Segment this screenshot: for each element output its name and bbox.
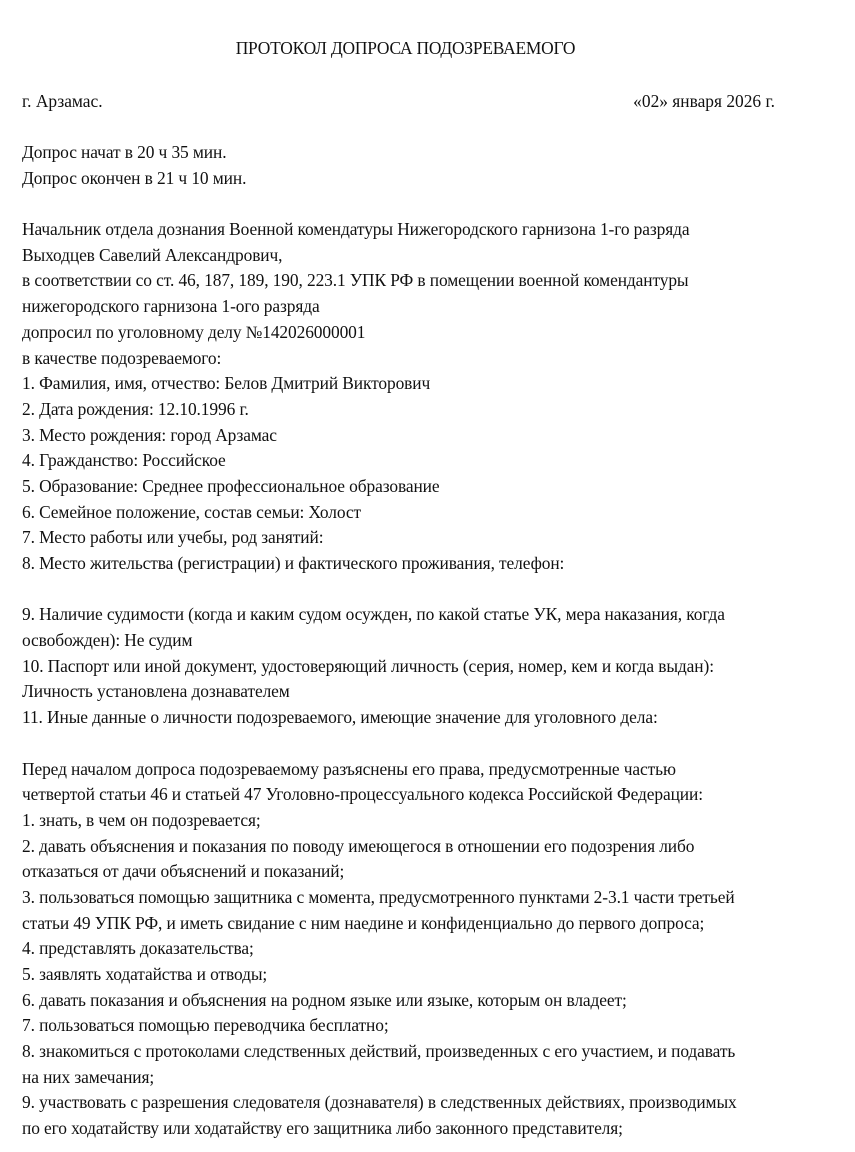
suspect-field: 4. Гражданство: Российское — [22, 450, 226, 471]
interrogator-section — [22, 217, 834, 371]
interrogator-line: Выходцев Савелий Александрович, — [22, 244, 283, 265]
rights-intro-line: четвертой статьи 46 и статьей 47 Уголовно-процессуального кодекса Российской Федерации: — [22, 784, 703, 805]
rights-item: 1. знать, в чем он подозревается; — [22, 809, 261, 830]
suspect-field: 3. Место рождения: город Арзамас — [22, 424, 277, 445]
rights-item: по его ходатайству или ходатайству его защитника либо законного представителя; — [22, 1118, 623, 1139]
suspect-field: 9. Наличие судимости (когда и каким судом осужден, по какой статье УК, мера наказания, когда — [22, 604, 725, 625]
rights-intro-line: Перед началом допроса подозреваемому разъяснены его права, предусмотренные частью — [22, 758, 676, 779]
suspect-field: 7. Место работы или учебы, род занятий: — [22, 527, 324, 548]
rights-item: на них замечания; — [22, 1066, 155, 1087]
rights-intro — [22, 757, 834, 808]
interrogator-line: Начальник отдела дознания Военной комендатуры Нижегородского гарнизона 1-го разряда — [22, 219, 690, 240]
suspect-field: 5. Образование: Среднее профессиональное образование — [22, 475, 440, 496]
rights-item: 8. знакомиться с протоколами следственных действий, произведенных с его участием, и подавать — [22, 1041, 736, 1062]
suspect-field: Личность установлена дознавателем — [22, 681, 290, 702]
document-body — [22, 140, 834, 1142]
rights-item: 6. давать показания и объяснения на родном языке или языке, которым он владеет; — [22, 989, 627, 1010]
rights-list — [22, 808, 834, 1142]
interrogator-line: в качестве подозреваемого: — [22, 347, 222, 368]
rights-item: 7. пользоваться помощью переводчика бесплатно; — [22, 1015, 389, 1036]
suspect-fields-continued — [22, 602, 834, 730]
suspect-field: 6. Семейное положение, состав семьи: Холост — [22, 501, 361, 522]
rights-item: 9. участвовать с разрешения следователя (дознавателя) в следственных действиях, производимых — [22, 1092, 737, 1113]
document-title: ПРОТОКОЛ ДОПРОСА ПОДОЗРЕВАЕМОГО — [235, 38, 576, 58]
suspect-field: освобожден): Не судим — [22, 630, 193, 651]
end-time: Допрос окончен в 21 ч 10 мин. — [22, 167, 247, 188]
suspect-field: 11. Иные данные о личности подозреваемого, имеющие значение для уголовного дела: — [22, 707, 658, 728]
suspect-field: 1. Фамилия, имя, отчество: Белов Дмитрий Викторович — [22, 373, 431, 394]
rights-item: 4. представлять доказательства; — [22, 938, 254, 959]
rights-item: 3. пользоваться помощью защитника с момента, предусмотренного пунктами 2-3.1 части третьей — [22, 886, 735, 907]
interrogator-line: допросил по уголовному делу №142026000001 — [22, 321, 366, 342]
rights-item: статьи 49 УПК РФ, и иметь свидание с ним наедине и конфиденциально до первого допроса; — [22, 912, 705, 933]
spacer — [22, 191, 834, 217]
spacer — [22, 731, 834, 757]
city: г. Арзамас. — [22, 91, 103, 111]
suspect-field: 2. Дата рождения: 12.10.1996 г. — [22, 398, 249, 419]
suspect-fields — [22, 371, 834, 577]
interrogator-line: в соответствии со ст. 46, 187, 189, 190, 223.1 УПК РФ в помещении военной комендантуры — [22, 270, 689, 291]
spacer — [22, 577, 834, 603]
rights-item: отказаться от дачи объяснений и показаний; — [22, 861, 345, 882]
suspect-field: 8. Место жительства (регистрации) и фактического проживания, телефон: — [22, 553, 565, 573]
suspect-field: 10. Паспорт или иной документ, удостоверяющий личность (серия, номер, кем и когда выдан): — [22, 655, 714, 676]
rights-item: 5. заявлять ходатайства и отводы; — [22, 964, 268, 984]
start-time: Допрос начат в 20 ч 35 мин. — [22, 142, 227, 162]
interrogator-line: нижегородского гарнизона 1-ого разряда — [22, 296, 320, 317]
rights-item: 2. давать объяснения и показания по поводу имеющегося в отношении его подозрения либо — [22, 835, 695, 856]
document-date: «02» января 2026 г. — [633, 91, 775, 111]
